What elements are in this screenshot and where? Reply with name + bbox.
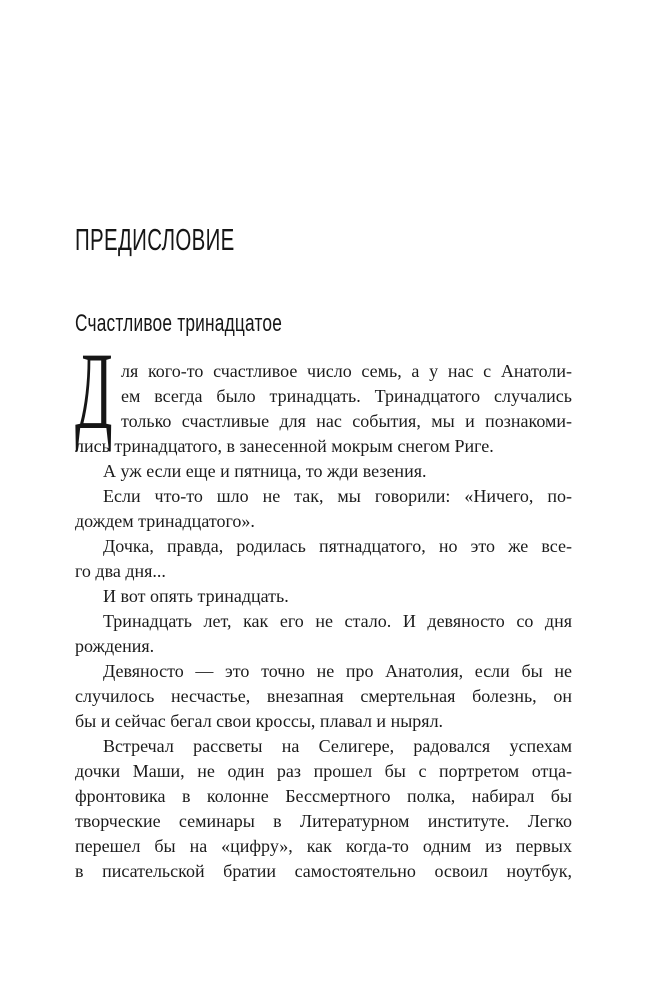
text-line: Девяносто — это точно не про Анатолия, если бы не (103, 661, 572, 681)
page-content (75, 0, 572, 1001)
text-line: перешел бы на «цифру», как когда-то одним из первых (75, 836, 572, 856)
text-line: дождем тринадцатого». (75, 511, 255, 531)
chapter-heading: ПРЕДИСЛОВИЕ (75, 222, 235, 257)
text-line: Если что-то шло не так, мы говорили: «Ничего, по- (103, 486, 572, 506)
text-line: творческие семинары в Литературном институте. Легко (75, 811, 572, 831)
text-line: случилось несчастье, внезапная смертельная болезнь, он (75, 686, 572, 706)
text-line: Встречал рассветы на Селигере, радовался успехам (103, 736, 572, 756)
text-line: бы и сейчас бегал свои кроссы, плавал и нырял. (75, 711, 444, 731)
text-line: фронтовика в колонне Бессмертного полка, набирал бы (75, 786, 572, 806)
text-line: Тринадцать лет, как его не стало. И девяносто со дня (103, 611, 572, 631)
text-line: ля кого-то счастливое число семь, а у нас с Анатоли- (121, 361, 572, 381)
text-line: И вот опять тринадцать. (103, 586, 289, 606)
text-line: лись тринадцатого, в занесенной мокрым снегом Риге. (75, 436, 494, 456)
text-line: А уж если еще и пятница, то жди везения. (103, 461, 427, 481)
section-subheading: Счастливое тринадцатое (75, 310, 283, 337)
text-line: го два дня... (75, 561, 166, 581)
text-line: ем всегда было тринадцать. Тринадцатого случались (121, 386, 572, 406)
text-line: дочки Маши, не один раз прошел бы с портретом отца- (75, 761, 572, 781)
text-line: рождения. (75, 636, 155, 656)
text-line: Дочка, правда, родилась пятнадцатого, но это же все- (103, 536, 572, 556)
body-text (75, 330, 572, 884)
text-line: в писательской братии самостоятельно освоил ноутбук, (75, 861, 572, 881)
text-line: только счастливые для нас события, мы и познакоми- (121, 411, 572, 431)
drop-cap: Д (75, 330, 113, 452)
